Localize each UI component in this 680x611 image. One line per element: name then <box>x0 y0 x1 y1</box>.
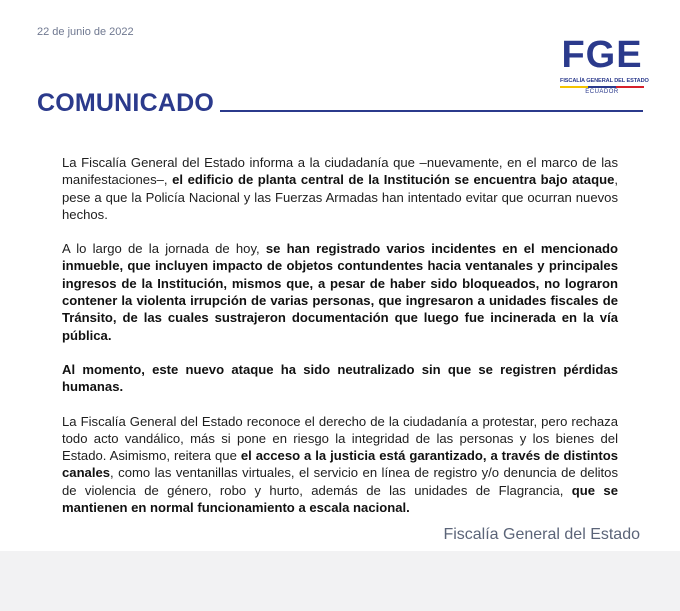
bold-text: que se mantienen en normal funcionamiento a escala nacional. <box>62 482 619 516</box>
footer-band <box>0 551 680 611</box>
logo-country: ECUADOR <box>585 89 619 95</box>
title-underline <box>220 110 643 112</box>
paragraph-4 <box>62 413 618 517</box>
document-date: 22 de junio de 2022 <box>37 26 134 38</box>
communique-body <box>62 154 618 533</box>
body-text: A lo largo de la jornada de hoy, <box>62 241 266 257</box>
body-text: , pese a que la Policía Nacional y las Fuerzas Armadas han intentado evitar que ocurran nuevos hechos. <box>62 172 618 222</box>
page-title: COMUNICADO <box>37 89 214 117</box>
body-text: La Fiscalía General del Estado reconoce el derecho de la ciudadanía a protestar, pero rechaza todo acto vandálico, más si pone en riesgo la integridad de las personas y los bienes del Estado. Asimismo, reitera que <box>62 413 618 464</box>
body-text: , como las ventanillas virtuales, el servicio en línea de registro y/o denuncia de delitos de violencia de género, robo y hurto, además de las unidades de Flagrancia, <box>62 465 618 498</box>
logo-mark: FGE <box>561 34 643 76</box>
paragraph-3 <box>62 361 618 396</box>
bold-text: el edificio de planta central de la Institución se encuentra bajo ataque <box>172 172 615 188</box>
bold-text: Al momento, este nuevo ataque ha sido neutralizado sin que se registren pérdidas humanas. <box>62 361 618 395</box>
paragraph-1 <box>62 154 618 223</box>
bold-text: el acceso a la justicia está garantizado, a través de distintos canales <box>62 448 618 481</box>
paragraph-2 <box>62 240 618 344</box>
fge-logo <box>560 34 649 95</box>
title-row <box>37 88 643 118</box>
body-text: La Fiscalía General del Estado informa a la ciudadanía que –nuevamente, en el marco de las manifestaciones–, <box>62 155 618 188</box>
signature: Fiscalía General del Estado <box>443 526 640 543</box>
bold-text: se han registrado varios incidentes en el mencionado inmueble, que incluyen impacto de objetos contundentes hacia ventanales y principales ingresos de la Institución, mismos que, a pesar de haber sido bloqueados, no lograron contener la violenta irrupción de varias personas, que ingresaron a unidades fiscales de Tránsito, de las cuales sustrajeron documentación que luego fue incinerada en la vía pública. <box>62 241 618 343</box>
logo-subtitle: FISCALÍA GENERAL DEL ESTADO <box>560 78 649 84</box>
